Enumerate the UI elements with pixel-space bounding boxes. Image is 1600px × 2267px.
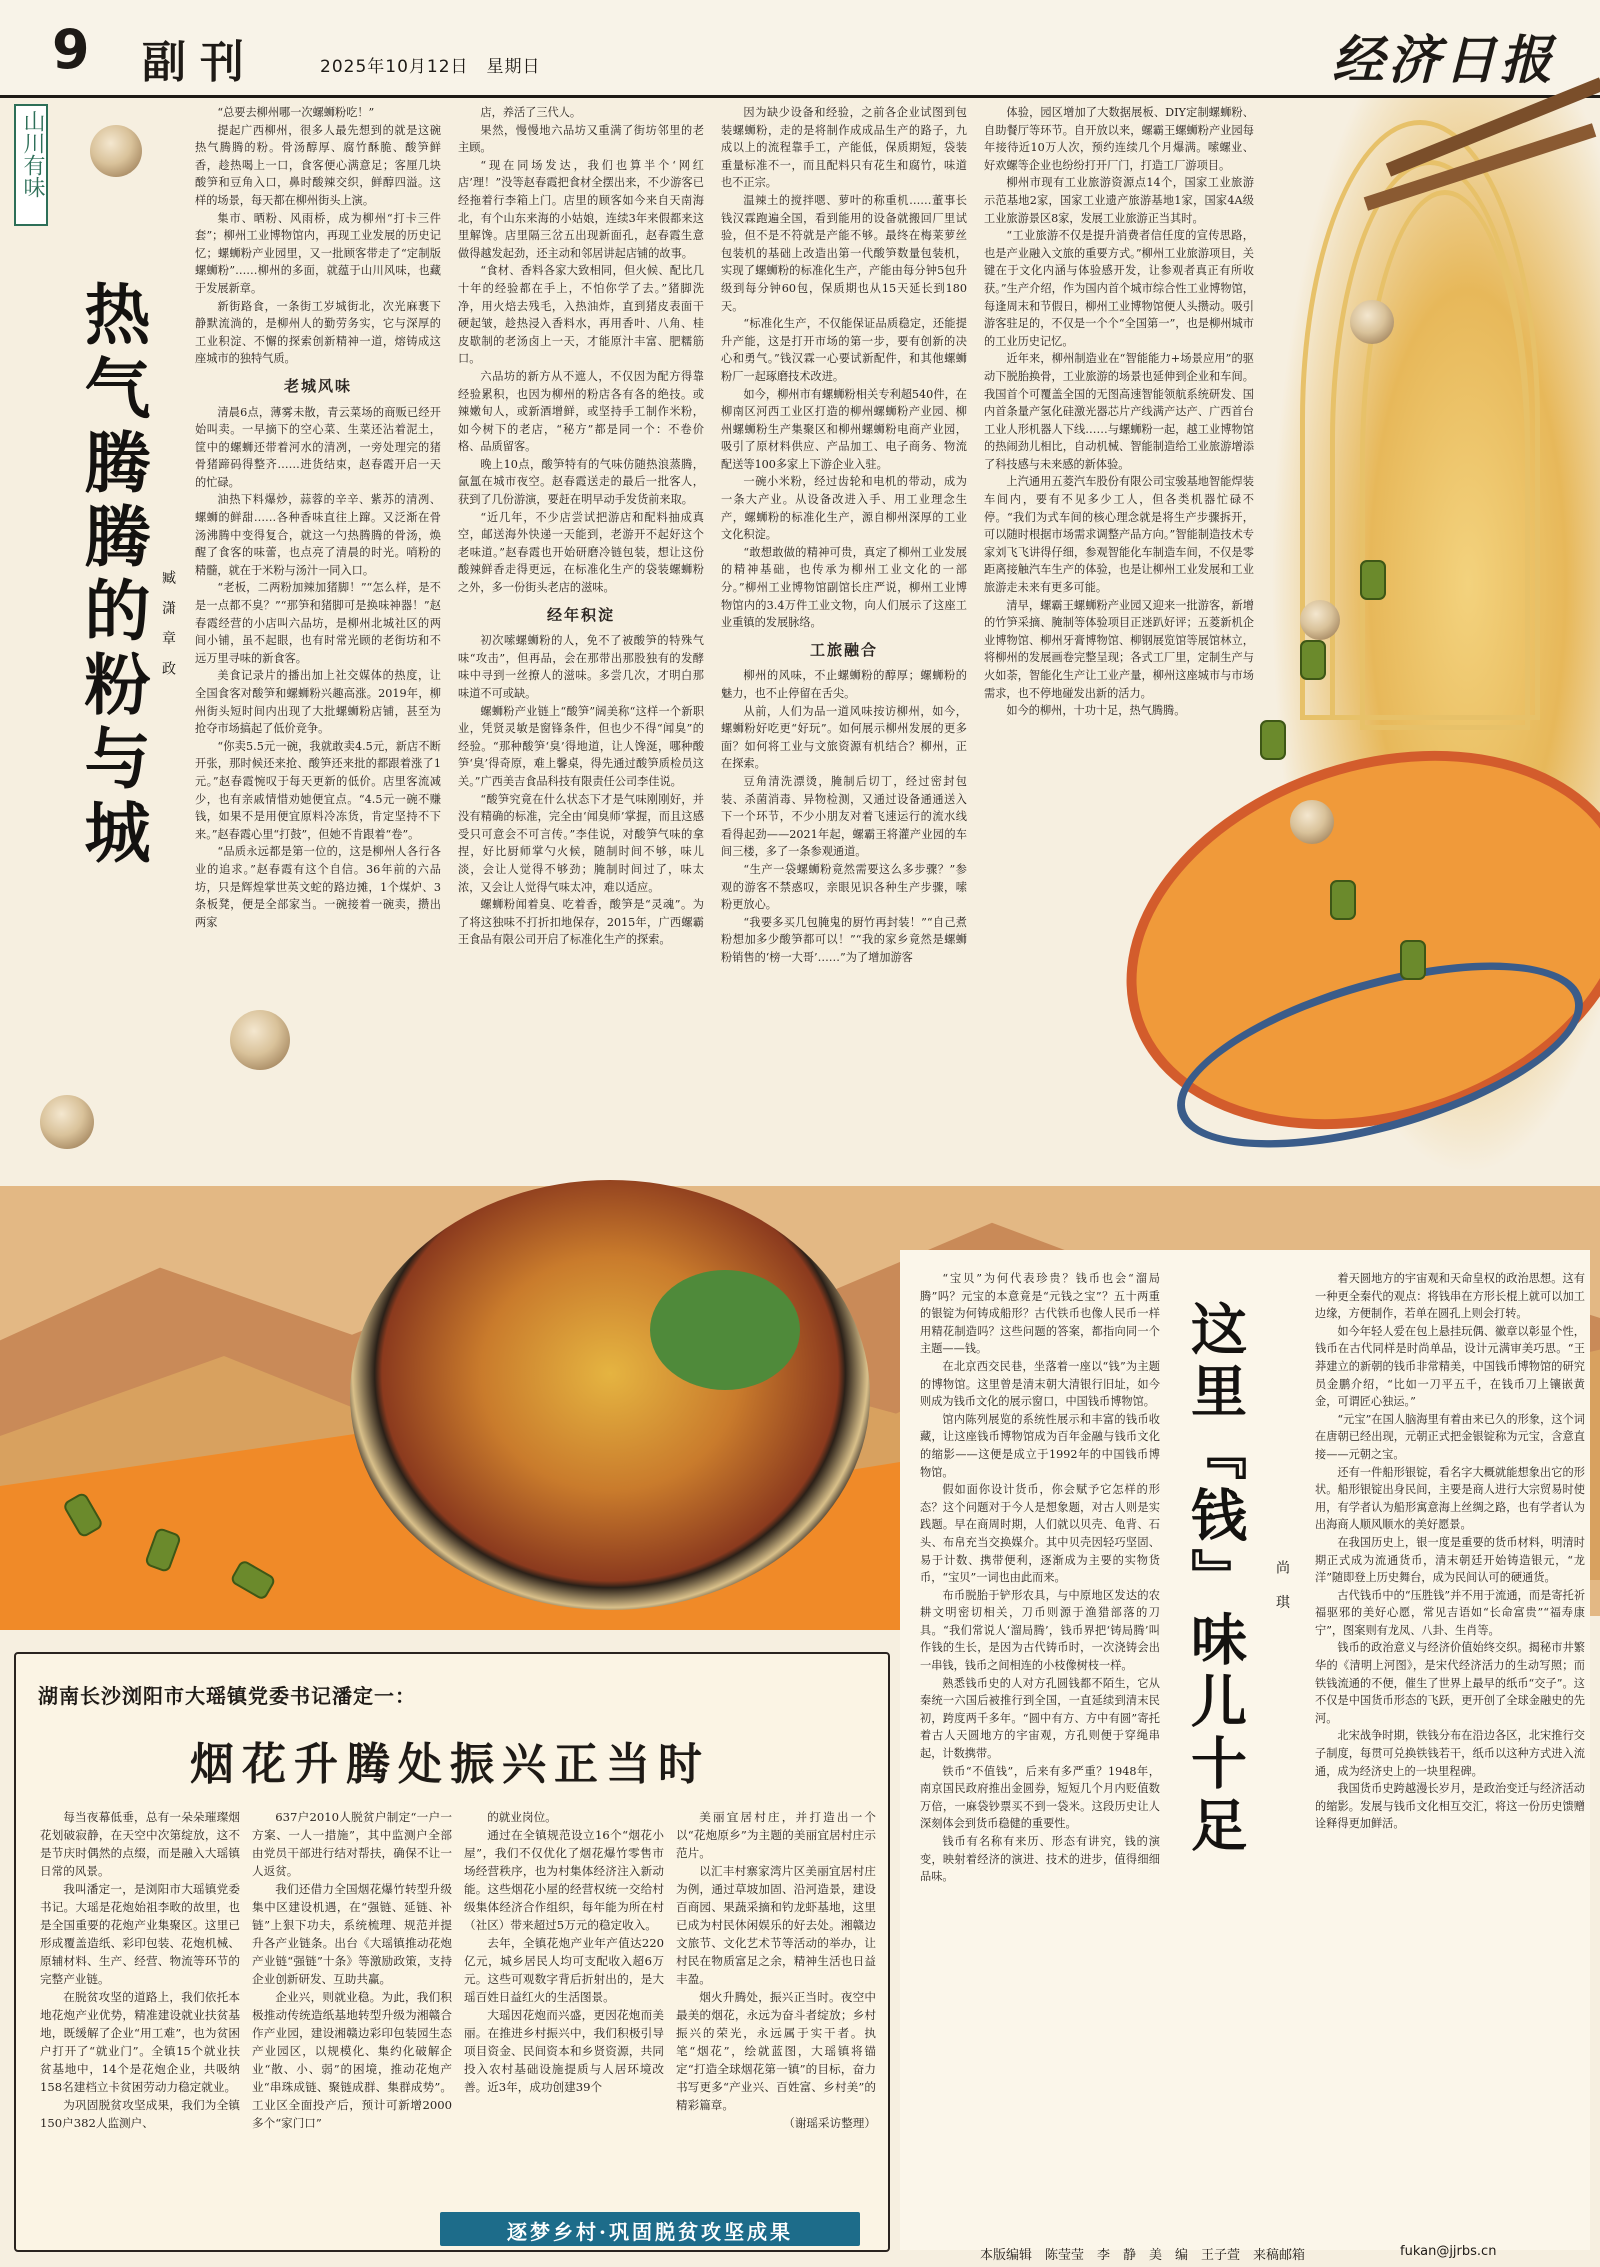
snail-icon: [1350, 300, 1394, 344]
article3-column-1: 每当夜幕低垂，总有一朵朵璀璨烟花划破寂静，在天空中次第绽放，这不是节庆时偶然的点缀，而是融入大瑶镇日常的风景。 我叫潘定一，是浏阳市大瑶镇党委书记。大瑶是花炮始祖李畋的故里，也是全国重要的花炮产业集聚区。这里已形成覆盖造纸、彩印包装、花炮机械、原辅材料、生产、经营、物流等环节的完整产业链。 在脱贫攻坚的道路上，我们依托本地花炮产业优势，精准建设就业扶贫基地，既缓解了企业“用工难”，也为贫困户打开了“就业门”。全镇15个就业扶贫基地中，14个是花炮企业，共吸纳158名建档立卡贫困劳动力稳定就业。 为巩固脱贫攻坚成果，我们为全镇150户382人监测户、: [40, 1810, 240, 2130]
subheading-industry-tourism: 工旅融合: [809, 640, 878, 659]
article2-title: 这里『钱』味儿十足: [1182, 1300, 1248, 1858]
article1-title: 热气腾腾的粉与城: [73, 280, 151, 872]
article3-column-3: 的就业岗位。 通过在全镇规范设立16个“烟花小屋”，我们不仅优化了烟花爆竹零售市场经营秩序，也为村集体经济注入新动能。这些烟花小屋的经营权统一交给村级集体经济合作组织，每年能为所在村（社区）带来超过5万元的稳定收入。 去年，全镇花炮产业年产值达220亿元，城乡居民人均可支配收入超6万元。这些可观数字背后折射出的，是大瑶百姓日益红火的生活图景。 大瑶因花炮而兴盛，更因花炮而美丽。在推进乡村振兴中，我们积极引导项目资金、民间资本和乡贤资源，共同投入农村基础设施提质与人居环境改善。近3年，成功创建39个: [464, 1810, 664, 2094]
bowl-illustration: [350, 1180, 870, 1610]
article1-column-2: 店，养活了三代人。 果然，慢慢地六品坊又重满了街坊邻里的老主顾。 “现在同场发达，我们也算半个‘网红店’理！”没等赵春霞把食材全摆出来，不少游客已经拖着行李箱上门。店里的顾客如今来自天南海北，有个山东来海的小姑娘，连续3年来假都来这里解馋。店里隔三岔五出现新面孔，赵春霞生意做得越发起劲，还主动和邻居讲起店铺的故事。 “食材、香料各家大致相同，但火候、配比几十年的经验都在手上，不怕你学了去。”猪脚洗净，用火焙去残毛，入热油炸，直到猪皮表面干硬起皱，趁热浸入香料水，再用香叶、八角、桂皮歇制的老汤卤上一天，才能原汁丰富、肥糯筋口。 六品坊的新方从不遮人，不仅因为配方得靠经验累积，也因为柳州的粉店各有各的绝技。或辣嫩旬人，或新酒增鲜，或坚持手工制作米粉，如今树下的老店，“秘方”都是同一个：不卷价格、品质留客。 晚上10点，酸笋特有的气味仿随热浪蒸腾，氤氲在城市夜空。赵春霞送走的最后一批客人，获到了几份游演，要赶在明早动手发货前来取。 “近几年，不少店尝试把游店和配料抽成真空，邮送海外快递一天能到，老游开不起好这个老味道。”赵春霞也开始研磨冷链包装，想让这份酸辣鲜香走得更远，在标准化生产的袋装螺蛳粉之外，多一份街头老店的滋味。 经年积淀 初次嗦螺蛳粉的人，免不了被酸笋的特殊气味“攻击”，但再品，会在那带出那股独有的发酵味中寻到一丝撩人的滋味。多尝几次，才明白那味道不可或缺。 螺蛳粉产业链上“酸笋”阔美称“这样一个新职业，凭贤灵敏是窗锋条件，但也少不得“闻臭”的经验。“那种酸笋‘臭’得地道，让人馋涎，哪种酸笋‘臭’得奇原，难上馨桌，得先通过酸笋质检员这关。”广西美吉食品科技有限责任公司李佳说。 “酸笋究竟在什么状态下才是气味刚刚好，并没有精确的标准，完全由‘闻臭师’掌握，而且这感受只可意会不可言传。”李佳说，对酸笋气味的拿捏，好比厨师掌勺火候，随制时间不够，味儿淡，会让人觉得不够劲；腌制时间过了，味太浓，又会让人觉得气味太冲，难以适应。 螺蛳粉闻着臭、吃着香，酸笋是“灵魂”。为了将这独味不打折扣地保存，2015年，广西螺霸王食品有限公司开启了标准化生产的探索。: [458, 106, 704, 947]
snail-icon: [40, 1095, 94, 1149]
footer-editors: 本版编辑 陈莹莹 李 静 美 编 王子萱 来稿邮箱: [980, 2248, 1306, 2263]
slogan-text: 逐梦乡村·巩固脱贫攻坚成果: [507, 2220, 793, 2244]
article3-column-2: 637户2010人脱贫户制定“一户一方案、一人一措施”，其中监测户全部由党员干部进行结对帮扶，确保不让一人返贫。 我们还借力全国烟花爆竹转型升级集中区建设机遇，在“强链、延链、补链”上狠下功夫，系统梳理、规范并提升各产业链条。出台《大瑶镇推动花炮产业链“强链”十条》等激励政策，支持企业创新研发、互助共赢。 企业兴，则就业稳。为此，我们积极推动传统造纸基地转型升级为湘赣合作产业园，建设湘赣边彩印包装园生态产业园区，以规模化、集约化破解企业“散、小、弱”的困境，推动花炮产业“串珠成链、聚链成群、集群成势”。工业区全面投产后，预计可新增2000多个“家门口”: [252, 1810, 452, 2130]
bean-piece: [1300, 640, 1326, 680]
article3-kicker: 湖南长沙浏阳市大瑶镇党委书记潘定一：: [38, 1684, 416, 1708]
snail-icon: [90, 125, 142, 177]
masthead-logo: 经济日报: [1331, 30, 1556, 91]
section-name: 副刊: [142, 37, 258, 88]
article2-column-2: 着天圆地方的宇宙观和天命皇权的政治思想。这有一种更全秦代的观点：将钱串在方形长棍上就可以加工边缘，方便制作，若单在圆孔上则会打转。 如今年轻人爱在包上悬挂玩偶、徽章以彰显个性，钱币在古代同样是时尚单品，设计元满审美巧思。“王莽建立的新朝的钱币非常精美，中国钱币博物馆的研究员金鹏介绍，“比如一刀平五千，在钱币刀上镶嵌黄金，可谓匠心独运。” “元宝”在国人脑海里有着由来已久的形象，这个词在唐朝已经出现，元朝正式把金银锭称为元宝，含意直接——元朝之宝。 还有一件船形银锭，看名字大概就能想象出它的形状。船形银锭出身民间，主要是商人进行大宗贸易时使用，有学者认为船形寓意海上丝绸之路，也有学者认为出海商人顺风顺水的美好愿景。 在我国历史上，银一度是重要的货币材料，明清时期正式成为流通货币，清末朝廷开始铸造银元，“龙洋”随即登上历史舞台，成为民间认可的硬通货。 古代钱币中的“压胜钱”并不用于流通，而是寄托祈福驱邪的美好心愿，常见吉语如“长命富贵”“福寿康宁”，图案则有龙凤、八卦、生肖等。 钱币的政治意义与经济价值始终交织。揭秘市井繁华的《清明上河图》，是宋代经济活力的生动写照；而铁钱流通的不便，催生了世界上最早的纸币“交子”。这不仅是中国货币形态的飞跃，更开创了全球金融史的先河。 北宋战争时期，铁钱分布在沿边各区，北宋推行交子制度，每贯可兑换铁钱若干，纸币以这种方式进入流通，成为经济史上的一块里程碑。 我国货币史跨越漫长岁月，是政治变迁与经济活动的缩影。发展与钱币文化相互交汇，将这一份历史馈赠诠释得更加鲜活。: [1315, 1272, 1585, 1831]
article1-author: 臧 潇 章 政: [160, 570, 176, 682]
footer-email[interactable]: fukan@jjrbs.cn: [1400, 2244, 1497, 2259]
column-tag: [14, 104, 48, 226]
subheading-accumulation: 经年积淀: [546, 605, 615, 624]
noodle-strand: [1360, 190, 1530, 730]
article1-column-3: 因为缺少设备和经验，之前各企业试图到包装螺蛳粉，走的是将制作成成品生产的路子，九成以上的流程靠手工，产能低，保质期短，袋装重量标准不一，而且配料只有花生和腐竹，味道也不正宗。 温辣土的搅拌嗯、萝叶的称重机……董事长钱汉霖跑遍全国，看到能用的设备就搬回厂里试验，但不是不符就是产能不够。最终在梅莱萝丝包装机的基础上改造出第一代酸笋数量包装机，实现了螺蛳粉的标准化生产，产能由每分钟5包升级到每分钟60包，保质期也从15天延长到180天。 “标准化生产，不仅能保证品质稳定，还能提升产能，这是打开市场的第一步，要有创新的决心和勇气。”钱汉霖一心要试新配件，和其他螺蛳粉厂一起琢磨技术改进。 如今，柳州市有螺蛳粉相关专利超540件，在柳南区河西工业区打造的柳州螺蛳粉产业园、柳州螺蛳粉生产集聚区和柳州螺蛳粉电商产业园，吸引了原材料供应、产品加工、电子商务、物流配送等100多家上下游企业入驻。 一碗小米粉，经过齿轮和电机的带动，成为一条大产业。从设备改进入手、用工业理念生产，螺蛳粉的标准化生产，源自柳州深厚的工业文化积淀。 “敢想敢做的精神可贵，真定了柳州工业发展的精神基础，也传承为柳州工业文化的一部分。”柳州工业博物馆副馆长庄严说，柳州工业博物馆内的3.4万件工业文物，向人们展示了这座工业重镇的发展脉络。 工旅融合 柳州的风味，不止螺蛳粉的醇厚；螺蛳粉的魅力，也不止停留在舌尖。 从前，人们为品一道风味按访柳州，如今，螺蛳粉好吃更“好玩”。如何展示柳州发展的更多面？如何将工业与文旅资源有机结合？柳州，正在探索。 豆角清洗漂烫，腌制后切丁，经过密封包装、杀菌消毒、异物检测，又通过设备通通送入下一个环节，不少小朋友对着飞速运行的流水线看得起劲——2021年起，螺霸王将灌产业园的车间三楼，多了一条参观通道。 “生产一袋螺蛳粉竟然需要这么多步骤？”参观的游客不禁惑叹，亲眼见识各种生产步骤，嗦粉更放心。 “我要多买几包腌鬼的厨竹再封装！”“自己煮粉想加多少酸笋都可以！”“我的家乡竟然是螺蛳粉销售的‘榜一大哥’……”为了增加游客: [721, 106, 967, 964]
bean-piece: [1400, 940, 1426, 980]
page-number: 9: [52, 18, 90, 81]
page-header: [0, 0, 1600, 98]
column-tag-text: 山川有味: [20, 110, 45, 198]
bean-piece: [1330, 880, 1356, 920]
snail-icon: [1290, 800, 1334, 844]
snail-icon: [1300, 600, 1340, 640]
article1-column-4: 体验，园区增加了大数据展板、DIY定制螺蛳粉、自助餐厅等环节。自开放以来，螺霸王螺蛳粉产业园每年接待近10万人次，预约连续几个月爆满。嗦螺业、好欢螺等企业也纷纷打开厂门，打造工厂游项目。 柳州市现有工业旅游资源点14个，国家工业旅游示范基地2家，国家工业遗产旅游基地1家，国家4A级工业旅游景区8家，发展工业旅游正当其时。 “工业旅游不仅是提升消费者信任度的宣传思路，也是产业融入文旅的重要方式。”柳州工业旅游项目，关键在于文化内涵与体验感开发，让参观者真正有所收获。”生产介绍，作为国内首个城市综合性工业博物馆，每逢周末和节假日，柳州工业博物馆便人头攒动。吸引游客驻足的，不仅是一个个“全国第一”，也是柳州城市的工业历史记忆。 近年来，柳州制造业在“智能能力+场景应用”的驱动下脱胎换骨，工业旅游的场景也延伸到企业和车间。我国首个可覆盖全国的无图高速智能领航系统研发、国内首条量产氢化硅激光器芯片产线满产达产、广西首台工业人形机器人下线……与螺蛳粉一起，越工业博物馆的热闹劲儿相比，自动机械、智能制造给工业旅游增添了科技感与未来感的新体验。 上汽通用五菱汽车股份有限公司宝骏基地智能焊装车间内，要有不见多少工人，但各类机器忙碌不停。“我们为式车间的核心理念就是将生产步骤拆开，可以随时根据市场需求调整产品方向。”智能制造技术专家刘飞飞讲得仔细，参观智能化车制造车间，不仅是零距离接触汽车生产的体验，也是让柳州工业发展和工业旅游走未来有更多可能。 清早，螺霸王螺蛳粉产业园又迎来一批游客，新增的竹笋采摘、腌制等体验项目正迷趴好评；五菱新机企业博物馆、柳州牙膏博物馆、柳钢展览馆等展馆林立，将柳州的发展画卷完整呈现；各式工厂里，定制生产与火如荼，智能化生产让工业产量，柳州这座城市与市场需求，也不停地碰发出新的活力。 如今的柳州，十功十足，热气腾腾。: [984, 106, 1254, 718]
article2-author: 尚 琪: [1274, 1560, 1290, 1617]
article1-column-1: “总要去柳州哪一次螺蛳粉吃！” 提起广西柳州，很多人最先想到的就是这碗热气腾腾的粉。骨汤醇厚、腐竹酥脆、酸笋鲜香，趁热喝上一口，食客便心满意足；客厘几块酸笋和豆角入口，鼻时酸辣交织，鲜醇四溢。这样的场景，每天都在柳州街头上演。 集市、晒粉、风雨桥，成为柳州“打卡三件套”；柳州工业博物馆内，再现工业发展的历史记忆；螺蛳粉产业园里，又一批顾客带走了“定制版螺蛳粉”……柳州的多面，就蕴于山川风味，也藏于发展新章。 新街路食，一条街工岁城街北，次光麻裹下静默流淌的，是柳州人的勤劳务实，它与深厚的工业积淀、不懈的探索创新精神一道，熔铸成这座城市的独特气质。 老城风味 清晨6点，薄雾未散，青云菜场的商贩已经开始叫卖。一早摘下的空心菜、生菜还沾着泥土，筐中的螺蛳还带着河水的清冽，一旁处理完的猪骨猪蹄码得整齐……进货结束，赵春霞开启一天的忙碌。 油热下料爆炒，蒜蓉的辛辛、紫苏的清冽、螺蛳的鲜甜……各种香味直往上蹿。又泛渐在骨汤沸腾中变得复合，就这一勺热腾腾的骨汤，焕醒了食客的味蕾，也点亮了清晨的时光。哨粉的精髓，就在于米粉与汤汁一同入口。 “老板，二两粉加辣加猪脚！”“怎么样，是不是一点都不臭？”“那笋和猪脚可是换味神器！”赵春霞经营的小店叫六品坊，是柳州北城社区的两间小铺，虽不起眼，也有时常光顾的老街坊和不远万里寻味的新食客。 美食记录片的播出加上社交媒体的热度，让全国食客对酸笋和螺蛳粉兴趣高涨。2019年，柳州街头短时间内出现了大批螺蛳粉店铺，甚至为抢夺市场搞起了低价竞争。 “你卖5.5元一碗，我就敢卖4.5元，新店不断开张，那时候还来抢、酸笋还来批的都跟着涨了1元。”赵春霞惋叹于每天更新的低价。店里客流减少，也有亲戚情惜劝她便宜点。“4.5元一碗不赚钱，如果不是用便宜原料冷冻货，肯定坚持不下来。”赵春霞心里“打鼓”，但她不肯跟着“卷”。 “品质永远都是第一位的，这是柳州人各行各业的追求。”赵春霞有这个自信。36年前的六品坊，只是辉煌掌世英文蛇的路边摊，1个煤炉、3条板凳，便是全部家当。一碗接着一碗卖，攒出两家: [195, 106, 441, 929]
article3-title: 烟花升腾处振兴正当时: [190, 1739, 710, 1790]
article2-column-1: “宝贝”为何代表珍贵？钱币也会“溜局腾”吗？元宝的本意竟是“元钱之宝”？五十两重的银锭为何铸成船形？古代铁币也像人民币一样用精花制造吗？这些问题的答案，都指向同一个主题——钱。 在北京西交民巷，坐落着一座以“钱”为主题的博物馆。这里曾是清末朝大清银行旧址，如今则成为钱币文化的展示窗口，中国钱币博物馆。 馆内陈列展览的系统性展示和丰富的钱币收藏，让这座钱币博物馆成为百年金融与钱币文化的缩影——这便是成立于1992年的中国钱币博物馆。 假如面你设计货币，你会赋予它怎样的形态？这个问题对于今人是想象题，对古人则是实践题。早在商周时期，人们就以贝壳、龟背、石头、布帛充当交换媒介。其中贝壳因轻巧坚固、易于计数、携带便利，逐渐成为主要的实物货币，“宝贝”一词也由此而来。 布币脱胎于铲形农具，与中原地区发达的农耕文明密切相关，刀币则源于渔猎部落的刀具。“我们常说人‘溜局腾’，钱币界把‘铸局腾’叫作钱的生长，是因为古代铸币时，一次浇铸会出一串钱，钱币之间相连的小枝像树枝一样。 熟悉钱币史的人对方孔圆钱都不陌生，它从秦统一六国后被推行到全国，一直延续到清末民初，跨度两千多年。“圆中有方、方中有圆”寄托着古人天圆地方的宇宙观，方孔则便于穿绳串起，计数携带。 铁币“不值钱”，后来有多严重？1948年，南京国民政府推出金圆券，短短几个月内贬值数万倍，一麻袋钞票买不到一袋米。这段历史让人深刻体会到货币稳健的重要性。 钱币有名称有来历、形态有讲究，钱的演变，映射着经济的演进、技术的进步，值得细细品味。: [920, 1272, 1160, 1884]
issue-date: 2025年10月12日 星期日: [320, 57, 541, 77]
greens-illustration: [650, 1270, 800, 1390]
bean-piece: [1360, 560, 1386, 600]
article3-column-4: 美丽宜居村庄，并打造出一个以“花炮原乡”为主题的美丽宜居村庄示范片。 以汇丰村寨家湾片区美丽宜居村庄为例，通过草坡加固、沿河造景，建设百商园、果蔬采摘和钓龙虾基地，这里已成为村民休闲娱乐的好去处。湘赣边文旅节、文化艺术节等活动的举办，让村民在物质富足之余，精神生活也日益丰盈。 烟火升腾处，振兴正当时。夜空中最美的烟花，永远为奋斗者绽放；乡村振兴的荣光，永远属于实干者。执笔“烟花”，绘就蓝图，大瑶镇将锚定“打造全球烟花第一镇”的目标，奋力书写更多“产业兴、百姓富、乡村美”的精彩篇章。 （谢瑶采访整理）: [676, 1810, 876, 2130]
bean-piece: [1260, 720, 1286, 760]
subheading-old-town: 老城风味: [283, 376, 352, 395]
